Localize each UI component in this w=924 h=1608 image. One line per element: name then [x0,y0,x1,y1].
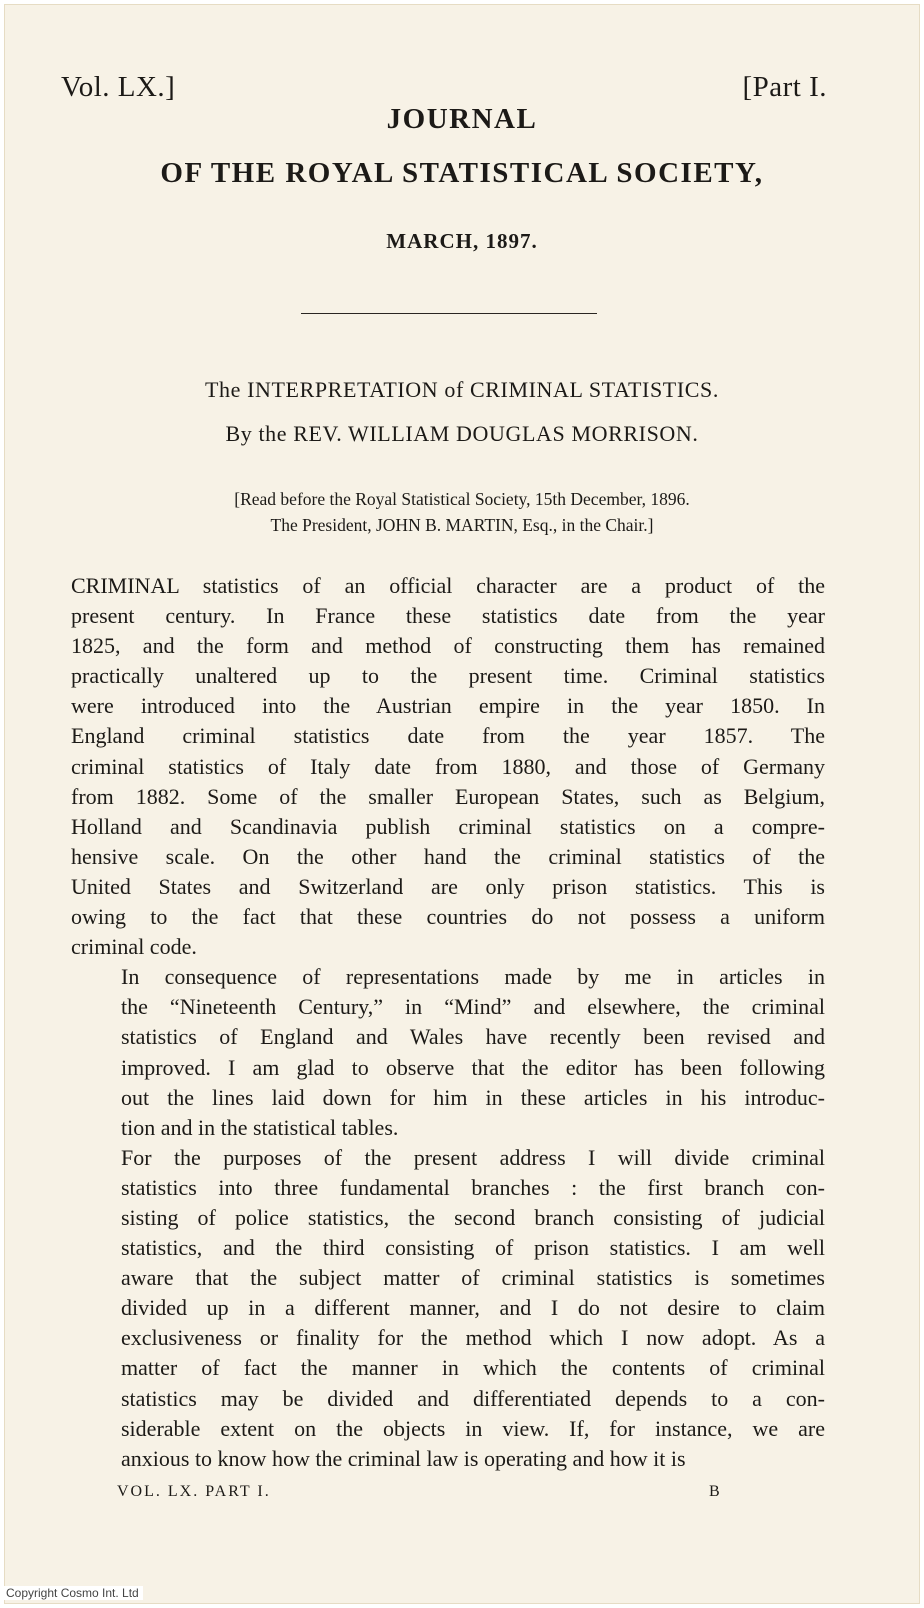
issue-date: MARCH, 1897. [386,229,538,253]
text-line: divided up in a different manner, and I do not desire to claim [121,1295,825,1321]
text-line: tion and in the statistical tables. [121,1114,399,1140]
article-body [71,571,825,1474]
text-line: England criminal statistics date from the year 1857. The [71,723,825,749]
part-label: [Part I. [742,71,827,103]
text-line: criminal statistics of Italy date from 1880, and those of Germany [71,753,825,779]
text-line: hensive scale. On the other hand the criminal statistics of the [71,843,825,869]
text-line: statistics into three fundamental branches : the first branch con- [121,1174,825,1200]
text-line: For the purposes of the present address I will divide criminal [121,1144,825,1170]
society-title: OF THE ROYAL STATISTICAL SOCIETY, [160,157,764,189]
text-line: were introduced into the Austrian empire in the year 1850. In [71,693,825,719]
text-line: present century. In France these statistics date from the year [71,603,825,629]
text-line: In consequence of representations made by me in articles in [121,964,825,990]
paragraph [71,571,825,962]
text-line: criminal code. [71,934,197,960]
text-line: Holland and Scandinavia publish criminal statistics on a compre- [71,813,825,839]
text-line: matter of fact the manner in which the contents of criminal [121,1355,825,1381]
volume-label: Vol. LX.] [61,71,176,103]
text-line: CRIMINAL statistics of an official character are a product of the [71,573,825,598]
journal-title: JOURNAL [386,103,538,135]
paragraph [71,962,825,1143]
chair-note: The President, JOHN B. MARTIN, Esq., in the Chair.] [270,515,654,535]
text-line: the “Nineteenth Century,” in “Mind” and elsewhere, the criminal [121,994,825,1020]
journal-page [4,4,920,1604]
text-line: sisting of police statistics, the second branch consisting of judicial [121,1204,825,1230]
title-divider [301,313,597,314]
text-line: owing to the fact that these countries do not possess a uniform [71,904,825,930]
text-line: statistics may be divided and differentiated depends to a con- [121,1385,825,1411]
text-line: exclusiveness or finality for the method which I now adopt. As a [121,1325,825,1351]
text-line: statistics, and the third consisting of prison statistics. I am well [121,1235,825,1261]
article-title: The INTERPRETATION of CRIMINAL STATISTICS. [204,377,719,402]
running-head: VOL. LX. PART I. [117,1483,271,1500]
text-line: siderable extent on the objects in view. If, for instance, we are [121,1415,825,1441]
text-line: practically unaltered up to the present time. Criminal statistics [71,663,825,689]
text-line: aware that the subject matter of criminal statistics is sometimes [121,1265,825,1291]
copyright-notice: Copyright Cosmo Int. Ltd [2,1586,143,1600]
text-line: anxious to know how the criminal law is operating and how it is [121,1445,686,1471]
read-note: [Read before the Royal Statistical Society, 15th December, 1896. [234,489,690,509]
text-line: 1825, and the form and method of constructing them has remained [71,633,825,659]
article-author: By the REV. WILLIAM DOUGLAS MORRISON. [225,421,699,446]
signature-mark: B [709,1483,720,1500]
text-line: statistics of England and Wales have recently been revised and [121,1024,825,1050]
paragraph [71,1143,825,1474]
text-line: from 1882. Some of the smaller European States, such as Belgium, [71,783,825,809]
text-line: improved. I am glad to observe that the editor has been following [121,1054,825,1080]
text-line: United States and Switzerland are only prison statistics. This is [71,873,825,899]
text-line: out the lines laid down for him in these articles in his introduc- [121,1084,825,1110]
